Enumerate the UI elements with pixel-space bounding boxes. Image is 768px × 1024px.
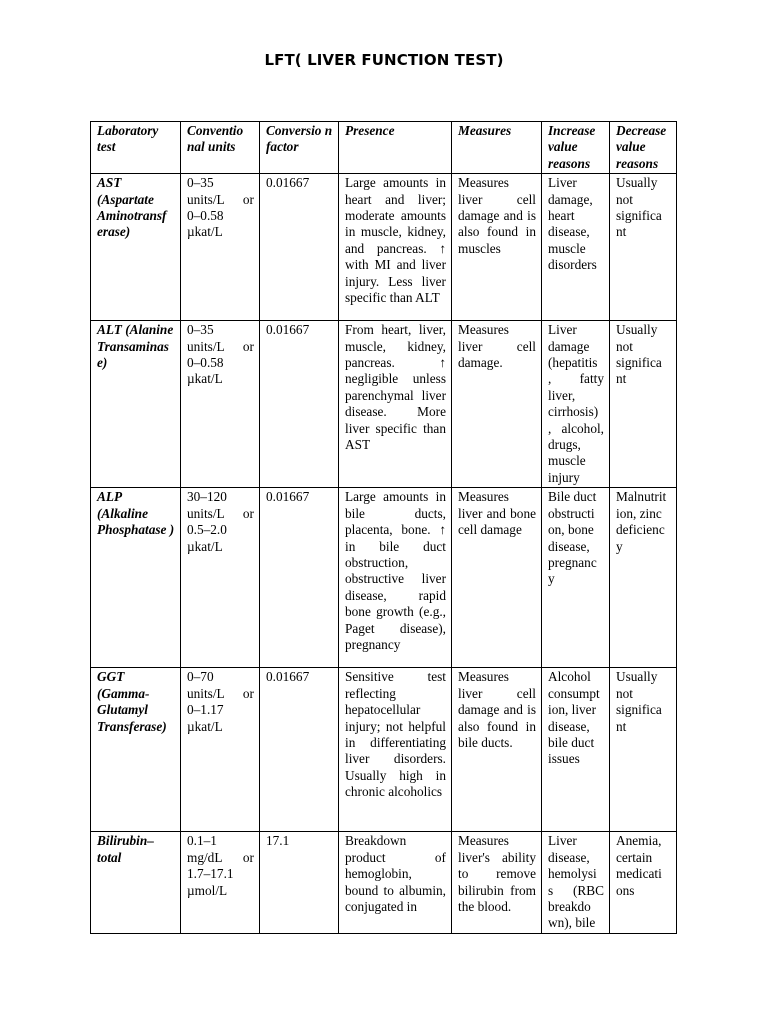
- header-conversion-factor: Conversio n factor: [260, 122, 339, 174]
- units-cell: 0–70 units/L or 0–1.17 µkat/L: [181, 668, 260, 832]
- presence-cell: Sensitive test reflecting hepatocellular injury; not helpful in differentiating liver disorders. Usually high in chronic alcoholics: [339, 668, 452, 832]
- decrease-reasons-cell: Usually not significa nt: [610, 174, 677, 321]
- table-row: [91, 832, 677, 933]
- test-name-cell: Bilirubin–total: [91, 832, 181, 933]
- test-name-cell: GGT (Gamma-Glutamyl Transferase): [91, 668, 181, 832]
- measures-cell: Measures liver cell damage and is also found in muscles: [452, 174, 542, 321]
- presence-cell: Breakdown product of hemoglobin, bound to albumin, conjugated in: [339, 832, 452, 933]
- units-cell: 30–120 units/L or 0.5–2.0 µkat/L: [181, 488, 260, 668]
- decrease-reasons-cell: Anemia, certain medicati ons: [610, 832, 677, 933]
- measures-cell: Measures liver and bone cell damage: [452, 488, 542, 668]
- presence-cell: From heart, liver, muscle, kidney, pancreas. ↑ negligible unless parenchymal liver disease. More liver specific than AST: [339, 321, 452, 488]
- table-row: [91, 668, 677, 832]
- units-cell: 0–35 units/L or 0–0.58 µkat/L: [181, 174, 260, 321]
- factor-cell: 0.01667: [260, 668, 339, 832]
- units-cell: 0–35 units/L or 0–0.58 µkat/L: [181, 321, 260, 488]
- page-title: LFT( LIVER FUNCTION TEST): [264, 51, 504, 69]
- table-row: [91, 488, 677, 668]
- increase-reasons-cell: Alcohol consumpt ion, liver disease, bile duct issues: [542, 668, 610, 832]
- table-row: [91, 321, 677, 488]
- increase-reasons-cell: Liver damage, heart disease, muscle disorders: [542, 174, 610, 321]
- measures-cell: Measures liver cell damage and is also found in bile ducts.: [452, 668, 542, 832]
- table-header-row: [91, 122, 677, 174]
- header-increase-value-reasons: Increase value reasons: [542, 122, 610, 174]
- factor-cell: 0.01667: [260, 488, 339, 668]
- test-name-cell: ALT (Alanine Transaminas e): [91, 321, 181, 488]
- test-name-cell: ALP (Alkaline Phosphatase ): [91, 488, 181, 668]
- header-measures: Measures: [452, 122, 542, 174]
- lft-table: [90, 121, 677, 934]
- test-name-cell: AST (Aspartate Aminotransf erase): [91, 174, 181, 321]
- measures-cell: Measures liver cell damage.: [452, 321, 542, 488]
- table-row: [91, 174, 677, 321]
- increase-reasons-cell: Bile duct obstructi on, bone disease, pregnanc y: [542, 488, 610, 668]
- decrease-reasons-cell: Usually not significa nt: [610, 668, 677, 832]
- header-decrease-value-reasons: Decrease value reasons: [610, 122, 677, 174]
- units-cell: 0.1–1 mg/dL or 1.7–17.1 µmol/L: [181, 832, 260, 933]
- decrease-reasons-cell: Malnutrit ion, zinc deficienc y: [610, 488, 677, 668]
- increase-reasons-cell: Liver disease, hemolysi s (RBC breakdo wn), bile: [542, 832, 610, 933]
- header-conventional-units: Conventio nal units: [181, 122, 260, 174]
- factor-cell: 0.01667: [260, 174, 339, 321]
- header-presence: Presence: [339, 122, 452, 174]
- presence-cell: Large amounts in heart and liver; moderate amounts in muscle, kidney, and pancreas. ↑ with MI and liver injury. Less liver specific than ALT: [339, 174, 452, 321]
- presence-cell: Large amounts in bile ducts, placenta, bone. ↑ in bile duct obstruction, obstructive liver disease, rapid bone growth (e.g., Paget disease), pregnancy: [339, 488, 452, 668]
- measures-cell: Measures liver's ability to remove bilirubin from the blood.: [452, 832, 542, 933]
- decrease-reasons-cell: Usually not significa nt: [610, 321, 677, 488]
- increase-reasons-cell: Liver damage (hepatitis , fatty liver, cirrhosis) , alcohol, drugs, muscle injury: [542, 321, 610, 488]
- factor-cell: 0.01667: [260, 321, 339, 488]
- header-laboratory-test: Laboratory test: [91, 122, 181, 174]
- factor-cell: 17.1: [260, 832, 339, 933]
